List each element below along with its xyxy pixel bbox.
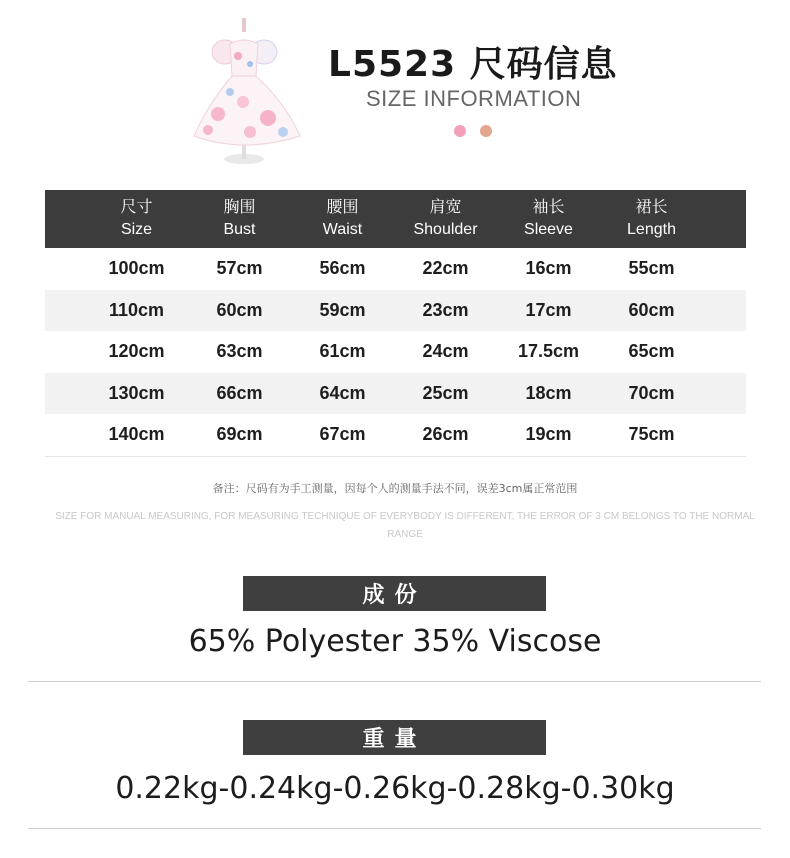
col-shoulder-en: Shoulder [413,221,478,238]
col-bust-en: Bust [223,221,256,238]
table-cell: 63cm [216,341,263,362]
divider [28,828,761,829]
table-cell: 66cm [216,382,263,403]
col-size [85,190,188,248]
table-cell: 56cm [319,258,366,279]
dress-image [188,14,308,170]
table-cell: 65cm [628,341,675,362]
col-sleeve-cn: 袖长 [532,199,565,216]
note-cn: 备注：尺码有为手工测量，因每个人的测量手法不同，误差3cm属正常范围 [212,482,578,495]
size-table-header [45,190,746,248]
col-shoulder [394,190,497,248]
table-row [45,248,746,290]
col-shoulder-cn: 肩宽 [429,199,462,216]
table-row [45,373,746,415]
page-title: L5523 尺码信息 [328,44,618,85]
table-cell: 17.5cm [517,341,580,362]
table-row [45,414,746,456]
composition-heading: 成份 [243,576,546,611]
table-cell: 110cm [108,299,165,320]
table-cell: 100cm [108,258,165,279]
col-size-cn: 尺寸 [120,199,153,216]
table-cell: 17cm [525,299,572,320]
table-cell: 64cm [319,382,366,403]
table-cell: 25cm [422,382,469,403]
composition-value: 65% Polyester 35% Viscose [188,624,602,659]
table-cell: 67cm [319,424,366,445]
col-waist [291,190,394,248]
table-row [45,331,746,373]
table-cell: 16cm [525,258,572,279]
table-cell: 18cm [525,382,572,403]
divider [28,681,761,682]
color-dot-apricot [480,125,492,137]
table-cell: 120cm [108,341,165,362]
table-cell: 75cm [628,424,675,445]
col-bust [188,190,291,248]
table-cell: 19cm [525,424,572,445]
table-cell: 60cm [628,299,675,320]
col-sleeve [497,190,600,248]
table-cell: 69cm [216,424,263,445]
size-table [45,190,746,457]
weight-value: 0.22kg-0.24kg-0.26kg-0.28kg-0.30kg [115,771,675,806]
col-bust-cn: 胸围 [223,199,256,216]
table-cell: 26cm [422,424,469,445]
weight-heading: 重量 [243,720,546,755]
col-size-en: Size [120,221,153,238]
table-cell: 57cm [216,258,263,279]
note-en: SIZE FOR MANUAL MEASURING, FOR MEASURING TECHNIQUE OF EVERYBODY IS DIFFERENT, THE ERROR OF 3 CM BELONGS TO THE NORMAL RANGE [55,511,755,540]
table-cell: 22cm [422,258,469,279]
table-row [45,290,746,332]
col-length-en: Length [627,221,676,238]
table-cell: 23cm [422,299,469,320]
color-dot-pink [454,125,466,137]
col-length [600,190,703,248]
table-divider [45,456,746,457]
col-waist-cn: 腰围 [326,199,359,216]
table-cell: 140cm [108,424,165,445]
table-cell: 70cm [628,382,675,403]
col-waist-en: Waist [322,221,363,238]
col-length-cn: 裙长 [635,199,668,216]
table-cell: 130cm [108,382,165,403]
table-cell: 61cm [319,341,366,362]
table-cell: 24cm [422,341,469,362]
table-cell: 60cm [216,299,263,320]
col-sleeve-en: Sleeve [524,221,573,238]
table-cell: 55cm [628,258,675,279]
table-cell: 59cm [319,299,366,320]
page-subtitle: SIZE INFORMATION [366,86,582,111]
